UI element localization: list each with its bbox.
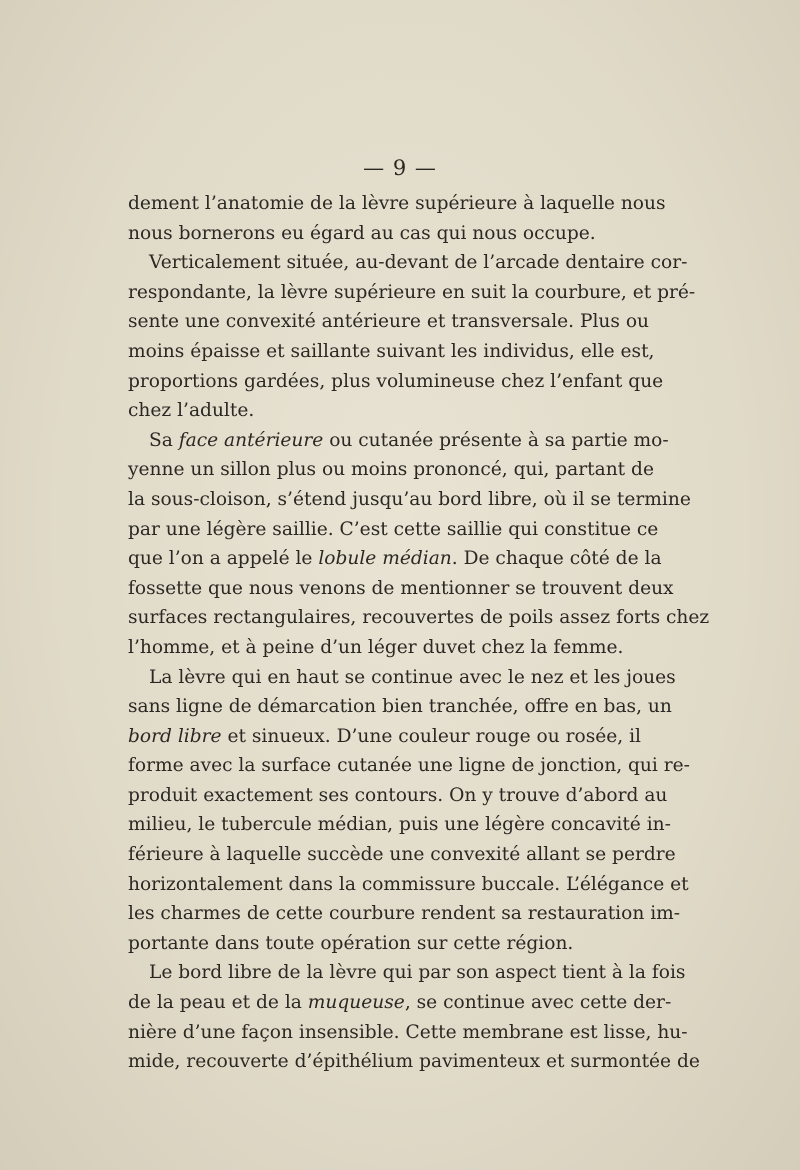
text-line: Le bord libre de la lèvre qui par son aspect tient à la fois xyxy=(149,962,686,984)
text-line xyxy=(128,426,669,456)
text-segment: Sa xyxy=(149,429,179,451)
text-line: milieu, le tubercule médian, puis une légère concavité in- xyxy=(128,814,671,836)
text-line: fossette que nous venons de mentionner se trouvent deux xyxy=(128,577,674,599)
text-line: surfaces rectangulaires, recouvertes de poils assez forts chez xyxy=(128,607,710,629)
italic-term: face antérieure xyxy=(178,429,324,451)
text-line: forme avec la surface cutanée une ligne de jonction, qui re- xyxy=(128,755,690,777)
text-line: Verticalement située, au-devant de l’arcade dentaire cor- xyxy=(149,252,688,274)
text-line: sente une convexité antérieure et transversale. Plus ou xyxy=(128,311,650,333)
text-line: portante dans toute opération sur cette région. xyxy=(128,932,574,954)
text-line: moins épaisse et saillante suivant les individus, elle est, xyxy=(128,340,655,362)
text-line: par une légère saillie. C’est cette saillie qui constitue ce xyxy=(128,518,659,540)
text-segment: et sinueux. D’une couleur rouge ou rosée, il xyxy=(221,725,641,747)
text-segment: . De chaque côté de la xyxy=(451,548,662,570)
text-segment: , se continue avec cette der- xyxy=(404,992,672,1014)
text-segment: que l’on a appelé le xyxy=(128,548,319,570)
text-segment: ou cutanée présente à sa partie mo- xyxy=(323,429,669,451)
text-line: produit exactement ses contours. On y trouve d’abord au xyxy=(128,784,668,806)
text-line: respondante, la lèvre supérieure en suit la courbure, et pré- xyxy=(128,281,696,303)
text-line xyxy=(128,722,641,752)
text-segment: de la peau et de la xyxy=(128,992,308,1014)
italic-term: lobule médian xyxy=(318,548,452,570)
text-line: férieure à laquelle succède une convexité allant se perdre xyxy=(128,844,676,866)
text-line: dement l’anatomie de la lèvre supérieure à laquelle nous xyxy=(128,193,666,214)
italic-term: bord libre xyxy=(128,725,222,747)
text-line: sans ligne de démarcation bien tranchée, offre en bas, un xyxy=(128,696,672,718)
text-line: yenne un sillon plus ou moins prononcé, qui, partant de xyxy=(128,459,654,481)
text-line: chez l’adulte. xyxy=(128,400,255,422)
text-line: proportions gardées, plus volumineuse chez l’enfant que xyxy=(128,370,664,392)
page-number: — 9 — xyxy=(363,156,437,180)
text-line xyxy=(128,988,672,1018)
text-line: la sous-cloison, s’étend jusqu’au bord libre, où il se termine xyxy=(128,488,691,510)
body-text xyxy=(128,189,710,1077)
italic-term: muqueuse xyxy=(307,992,405,1014)
text-line: La lèvre qui en haut se continue avec le nez et les joues xyxy=(149,666,676,688)
text-line xyxy=(128,544,662,574)
text-line: l’homme, et à peine d’un léger duvet chez la femme. xyxy=(128,636,624,658)
text-line: mide, recouverte d’épithélium pavimenteux et surmontée de xyxy=(128,1051,700,1073)
text-line: les charmes de cette courbure rendent sa restauration im- xyxy=(128,903,681,925)
text-line: horizontalement dans la commissure buccale. L’élégance et xyxy=(128,873,689,895)
text-line: nière d’une façon insensible. Cette membrane est lisse, hu- xyxy=(128,1021,688,1043)
text-line: nous bornerons eu égard au cas qui nous occupe. xyxy=(128,222,596,244)
